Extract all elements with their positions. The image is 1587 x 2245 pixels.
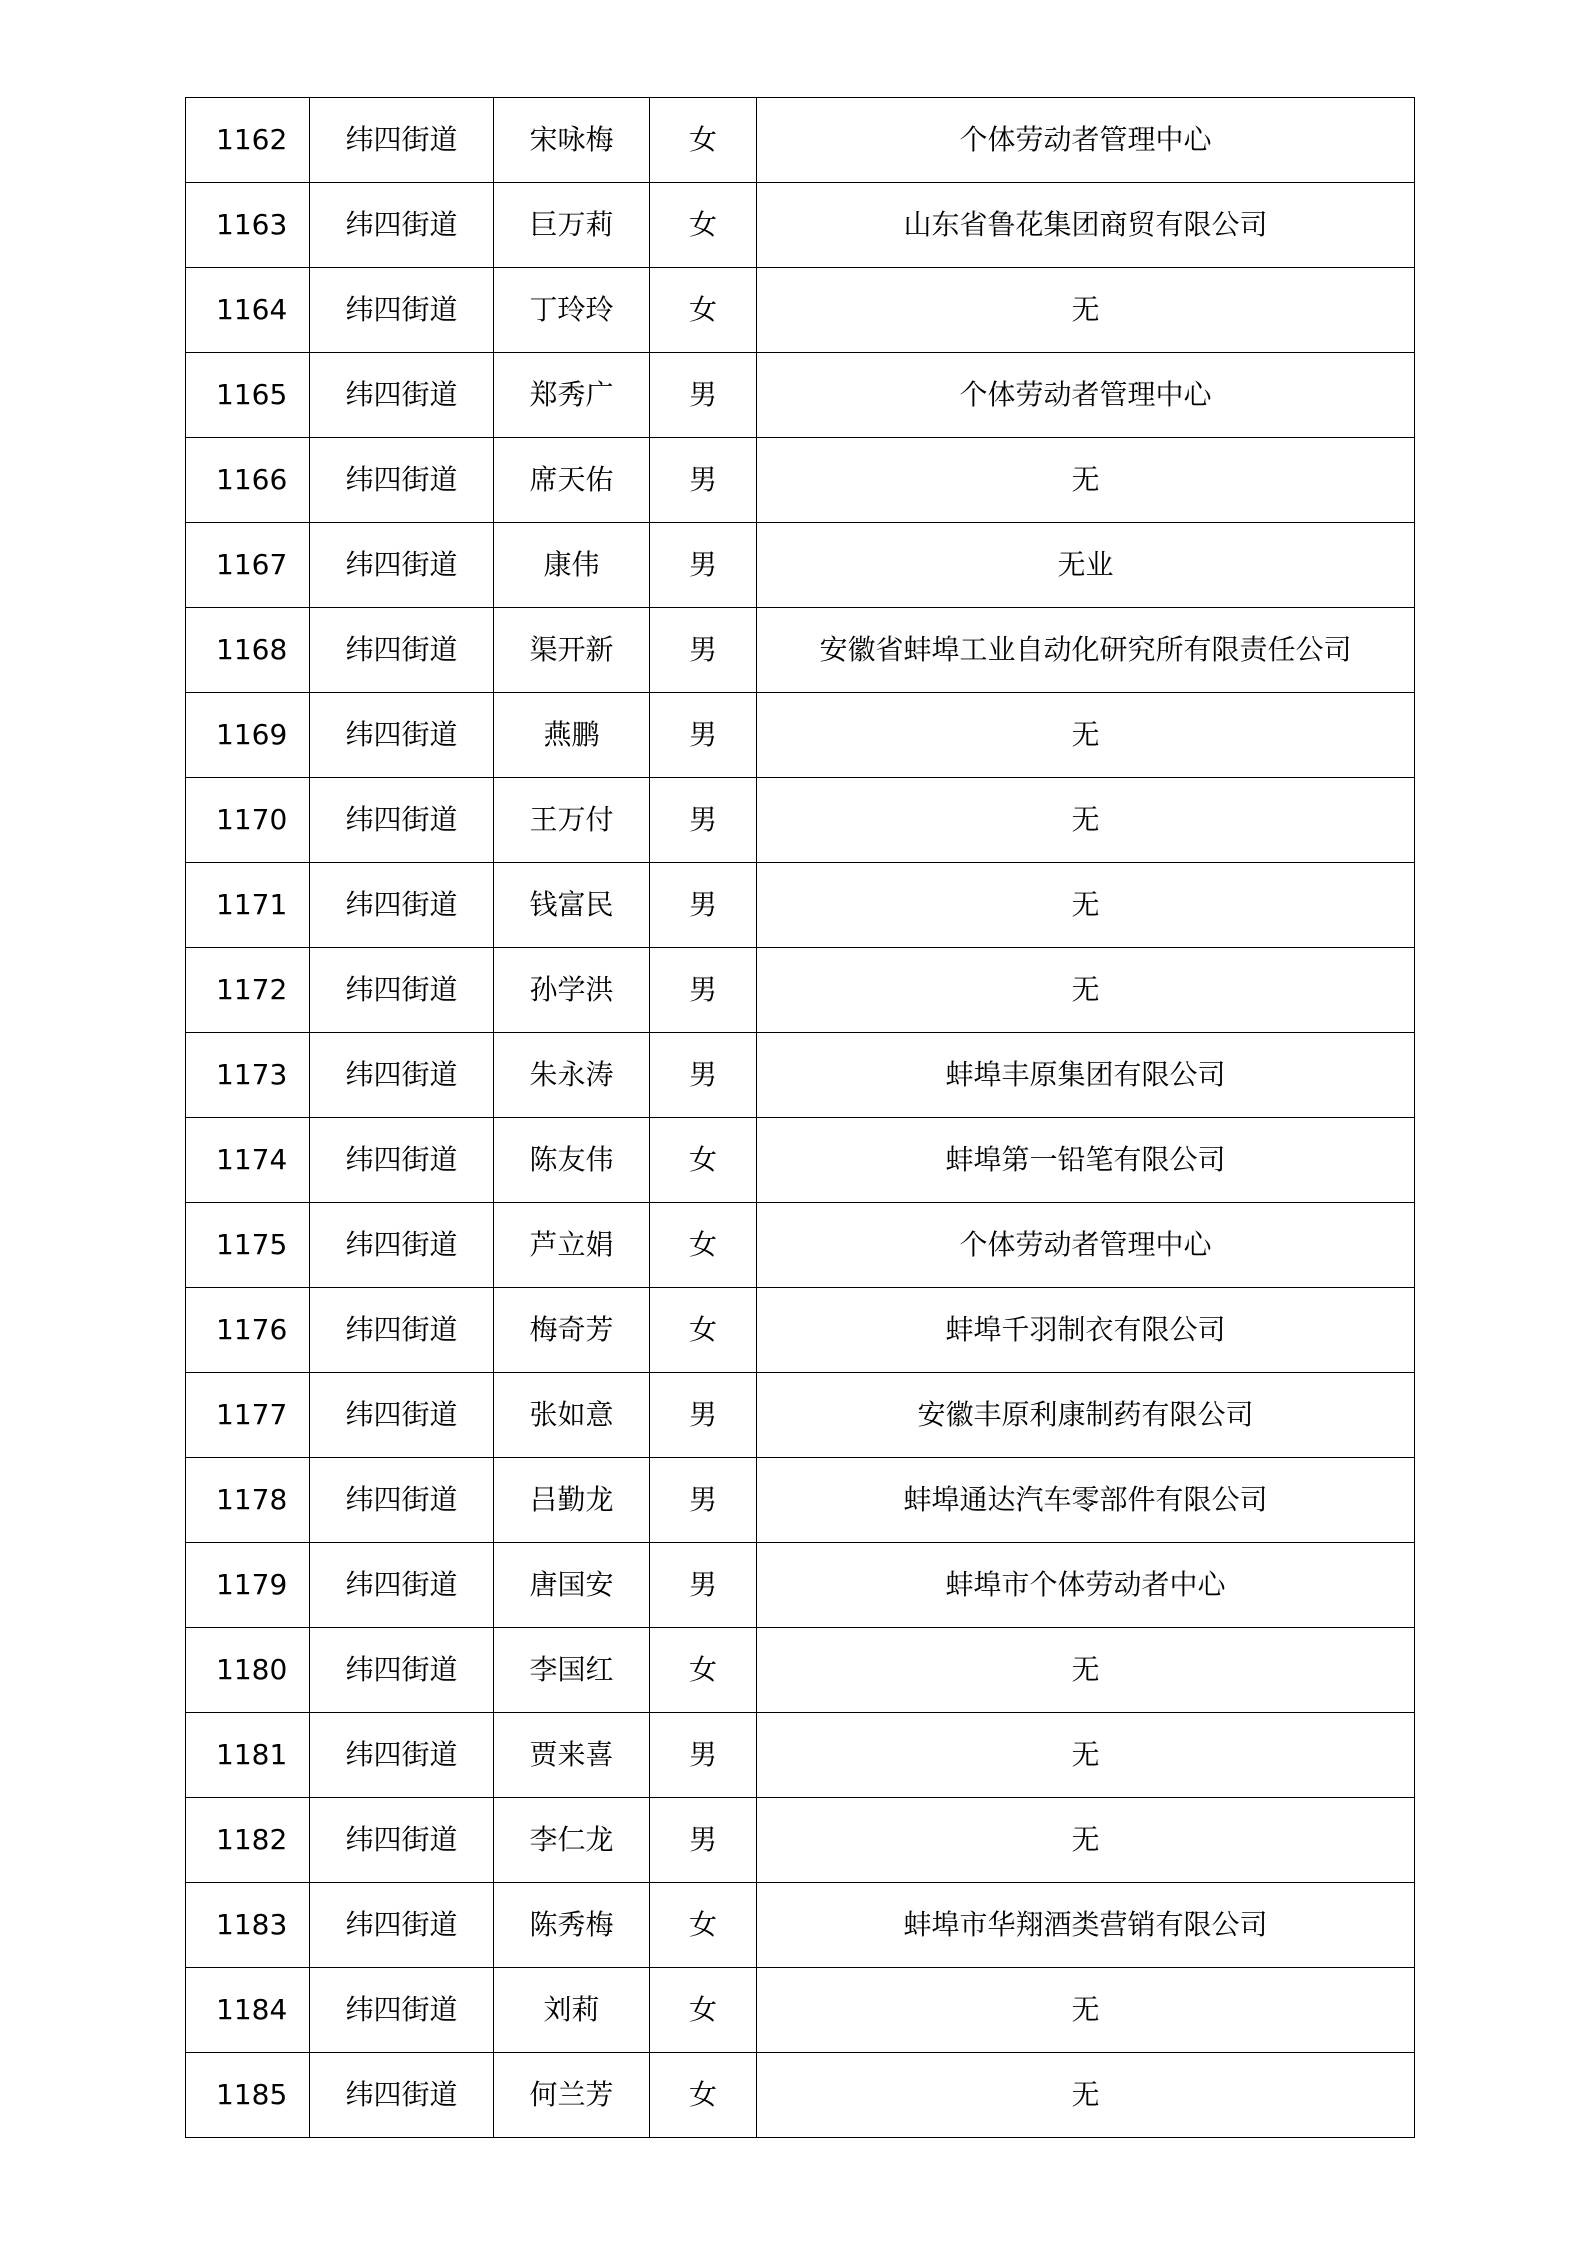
table-row (186, 1458, 1415, 1543)
street-cell: 纬四街道 (310, 948, 494, 1033)
person-name-cell: 芦立娟 (494, 1203, 650, 1288)
street-cell: 纬四街道 (310, 523, 494, 608)
person-name-cell: 燕鹏 (494, 693, 650, 778)
seq-number-cell: 1185 (186, 2053, 310, 2138)
employer-cell: 山东省鲁花集团商贸有限公司 (757, 183, 1415, 268)
employer-cell: 无 (757, 2053, 1415, 2138)
gender-cell: 男 (650, 353, 757, 438)
seq-number-cell: 1169 (186, 693, 310, 778)
table-row (186, 1713, 1415, 1798)
employer-cell: 蚌埠通达汽车零部件有限公司 (757, 1458, 1415, 1543)
person-name-cell: 陈秀梅 (494, 1883, 650, 1968)
employer-cell: 蚌埠市华翔酒类营销有限公司 (757, 1883, 1415, 1968)
seq-number-cell: 1174 (186, 1118, 310, 1203)
seq-number-cell: 1175 (186, 1203, 310, 1288)
seq-number-cell: 1178 (186, 1458, 310, 1543)
employer-cell: 无 (757, 1713, 1415, 1798)
person-name-cell: 丁玲玲 (494, 268, 650, 353)
person-name-cell: 康伟 (494, 523, 650, 608)
table-row (186, 438, 1415, 523)
person-name-cell: 唐国安 (494, 1543, 650, 1628)
street-cell: 纬四街道 (310, 1968, 494, 2053)
street-cell: 纬四街道 (310, 1628, 494, 1713)
street-cell: 纬四街道 (310, 1203, 494, 1288)
employer-cell: 无业 (757, 523, 1415, 608)
seq-number-cell: 1177 (186, 1373, 310, 1458)
seq-number-cell: 1162 (186, 98, 310, 183)
table-row (186, 693, 1415, 778)
person-name-cell: 何兰芳 (494, 2053, 650, 2138)
street-cell: 纬四街道 (310, 1288, 494, 1373)
person-name-cell: 刘莉 (494, 1968, 650, 2053)
gender-cell: 女 (650, 1883, 757, 1968)
seq-number-cell: 1167 (186, 523, 310, 608)
table-row (186, 778, 1415, 863)
gender-cell: 男 (650, 523, 757, 608)
street-cell: 纬四街道 (310, 438, 494, 523)
street-cell: 纬四街道 (310, 1458, 494, 1543)
employer-cell: 蚌埠千羽制衣有限公司 (757, 1288, 1415, 1373)
person-name-cell: 梅奇芳 (494, 1288, 650, 1373)
seq-number-cell: 1184 (186, 1968, 310, 2053)
roster-table (185, 97, 1415, 2138)
gender-cell: 女 (650, 1628, 757, 1713)
gender-cell: 男 (650, 1033, 757, 1118)
employer-cell: 无 (757, 268, 1415, 353)
gender-cell: 男 (650, 1798, 757, 1883)
gender-cell: 男 (650, 438, 757, 523)
employer-cell: 无 (757, 1628, 1415, 1713)
seq-number-cell: 1181 (186, 1713, 310, 1798)
gender-cell: 男 (650, 1543, 757, 1628)
gender-cell: 男 (650, 948, 757, 1033)
employer-cell: 蚌埠第一铅笔有限公司 (757, 1118, 1415, 1203)
employer-cell: 无 (757, 863, 1415, 948)
employer-cell: 个体劳动者管理中心 (757, 1203, 1415, 1288)
table-row (186, 1628, 1415, 1713)
gender-cell: 女 (650, 1118, 757, 1203)
employer-cell: 安徽丰原利康制药有限公司 (757, 1373, 1415, 1458)
street-cell: 纬四街道 (310, 268, 494, 353)
person-name-cell: 吕勤龙 (494, 1458, 650, 1543)
employer-cell: 无 (757, 948, 1415, 1033)
gender-cell: 女 (650, 268, 757, 353)
employer-cell: 蚌埠市个体劳动者中心 (757, 1543, 1415, 1628)
employer-cell: 无 (757, 1968, 1415, 2053)
seq-number-cell: 1173 (186, 1033, 310, 1118)
person-name-cell: 陈友伟 (494, 1118, 650, 1203)
gender-cell: 女 (650, 1968, 757, 2053)
employer-cell: 无 (757, 1798, 1415, 1883)
table-row (186, 1373, 1415, 1458)
person-name-cell: 宋咏梅 (494, 98, 650, 183)
person-name-cell: 钱富民 (494, 863, 650, 948)
seq-number-cell: 1168 (186, 608, 310, 693)
gender-cell: 男 (650, 1713, 757, 1798)
street-cell: 纬四街道 (310, 353, 494, 438)
person-name-cell: 贾来喜 (494, 1713, 650, 1798)
gender-cell: 男 (650, 778, 757, 863)
person-name-cell: 巨万莉 (494, 183, 650, 268)
gender-cell: 女 (650, 2053, 757, 2138)
gender-cell: 女 (650, 183, 757, 268)
seq-number-cell: 1180 (186, 1628, 310, 1713)
table-row (186, 948, 1415, 1033)
person-name-cell: 郑秀广 (494, 353, 650, 438)
street-cell: 纬四街道 (310, 1713, 494, 1798)
seq-number-cell: 1165 (186, 353, 310, 438)
table-row (186, 1798, 1415, 1883)
table-row (186, 183, 1415, 268)
street-cell: 纬四街道 (310, 863, 494, 948)
gender-cell: 女 (650, 1288, 757, 1373)
seq-number-cell: 1172 (186, 948, 310, 1033)
person-name-cell: 李仁龙 (494, 1798, 650, 1883)
seq-number-cell: 1163 (186, 183, 310, 268)
roster-table-body (186, 98, 1415, 2138)
street-cell: 纬四街道 (310, 1373, 494, 1458)
street-cell: 纬四街道 (310, 1118, 494, 1203)
table-row (186, 1118, 1415, 1203)
person-name-cell: 渠开新 (494, 608, 650, 693)
seq-number-cell: 1176 (186, 1288, 310, 1373)
employer-cell: 无 (757, 778, 1415, 863)
street-cell: 纬四街道 (310, 608, 494, 693)
street-cell: 纬四街道 (310, 1033, 494, 1118)
table-row (186, 523, 1415, 608)
seq-number-cell: 1171 (186, 863, 310, 948)
gender-cell: 女 (650, 98, 757, 183)
person-name-cell: 张如意 (494, 1373, 650, 1458)
seq-number-cell: 1164 (186, 268, 310, 353)
employer-cell: 个体劳动者管理中心 (757, 98, 1415, 183)
table-row (186, 1543, 1415, 1628)
person-name-cell: 朱永涛 (494, 1033, 650, 1118)
table-row (186, 2053, 1415, 2138)
table-row (186, 1288, 1415, 1373)
table-row (186, 353, 1415, 438)
person-name-cell: 孙学洪 (494, 948, 650, 1033)
seq-number-cell: 1182 (186, 1798, 310, 1883)
table-row (186, 1968, 1415, 2053)
table-row (186, 608, 1415, 693)
street-cell: 纬四街道 (310, 183, 494, 268)
employer-cell: 个体劳动者管理中心 (757, 353, 1415, 438)
table-row (186, 1883, 1415, 1968)
seq-number-cell: 1166 (186, 438, 310, 523)
street-cell: 纬四街道 (310, 693, 494, 778)
gender-cell: 男 (650, 1373, 757, 1458)
seq-number-cell: 1179 (186, 1543, 310, 1628)
street-cell: 纬四街道 (310, 1883, 494, 1968)
table-row (186, 268, 1415, 353)
employer-cell: 安徽省蚌埠工业自动化研究所有限责任公司 (757, 608, 1415, 693)
employer-cell: 无 (757, 438, 1415, 523)
gender-cell: 女 (650, 1203, 757, 1288)
seq-number-cell: 1170 (186, 778, 310, 863)
table-row (186, 1203, 1415, 1288)
gender-cell: 男 (650, 693, 757, 778)
gender-cell: 男 (650, 863, 757, 948)
street-cell: 纬四街道 (310, 1798, 494, 1883)
table-row (186, 98, 1415, 183)
seq-number-cell: 1183 (186, 1883, 310, 1968)
person-name-cell: 李国红 (494, 1628, 650, 1713)
person-name-cell: 王万付 (494, 778, 650, 863)
person-name-cell: 席天佑 (494, 438, 650, 523)
gender-cell: 男 (650, 608, 757, 693)
table-row (186, 863, 1415, 948)
street-cell: 纬四街道 (310, 2053, 494, 2138)
gender-cell: 男 (650, 1458, 757, 1543)
employer-cell: 蚌埠丰原集团有限公司 (757, 1033, 1415, 1118)
street-cell: 纬四街道 (310, 778, 494, 863)
table-row (186, 1033, 1415, 1118)
employer-cell: 无 (757, 693, 1415, 778)
street-cell: 纬四街道 (310, 1543, 494, 1628)
street-cell: 纬四街道 (310, 98, 494, 183)
